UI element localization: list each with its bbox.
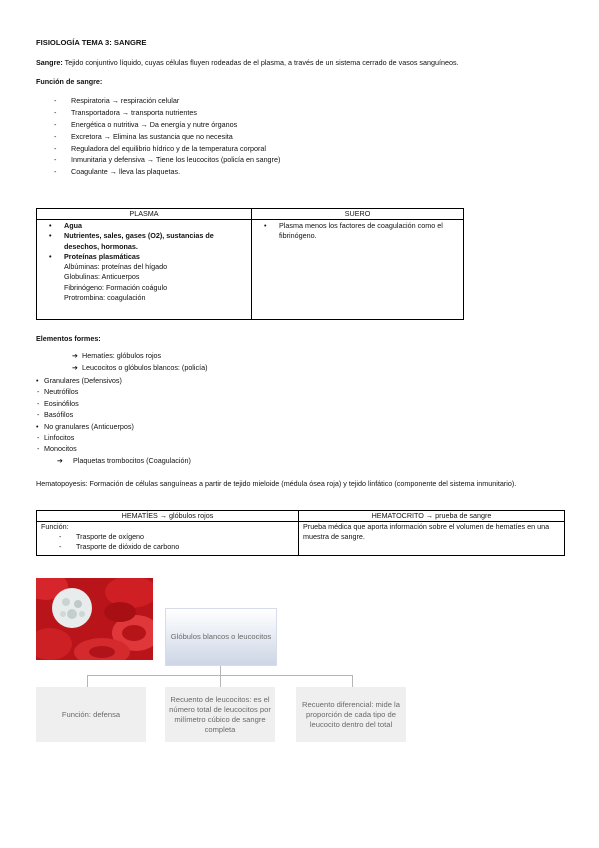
list-item: • Proteínas plasmáticas bbox=[41, 252, 247, 262]
arrow-item-text: Hematíes: glóbulos rojos bbox=[82, 351, 162, 360]
list-item: • Nutrientes, sales, gases (O2), sustancias de desechos, hormonas. bbox=[41, 231, 247, 252]
serum-cell bbox=[252, 220, 464, 320]
list-item: - Transportadora → transporta nutrientes bbox=[54, 107, 280, 119]
list-item: • No granulares (Anticuerpos) bbox=[36, 421, 191, 432]
hematopoiesis-text: Hematopoyesis: Formación de células sanguíneas a partir de tejido mieloide (médula ósea roja) y tejido linfático (componente del sistema inmunitario). bbox=[36, 479, 517, 488]
plasma-serum-table bbox=[36, 208, 464, 320]
list-item: - Neutrófilos bbox=[36, 386, 191, 397]
list-item: Fibrinógeno: Formación coágulo bbox=[64, 282, 168, 292]
list-item: - Reguladora del equilibrio hídrico y de la temperatura corporal bbox=[54, 143, 280, 155]
list-item: • Plasma menos los factores de coagulación como el fibrinógeno. bbox=[256, 221, 459, 242]
page-title: FISIOLOGÍA TEMA 3: SANGRE bbox=[36, 38, 147, 47]
hematies-header: HEMATÍES → glóbulos rojos bbox=[37, 511, 299, 522]
plasma-cell bbox=[37, 220, 252, 320]
list-item: • Agua bbox=[41, 221, 247, 231]
list-item: - Basófilos bbox=[36, 409, 191, 420]
hematocrit-header: HEMATOCRITO → prueba de sangre bbox=[299, 511, 565, 522]
definition-text: Tejido conjuntivo líquido, cuyas células fluyen rodeadas de el plasma, a través de un sistema cerrado de vasos sanguíneos. bbox=[62, 58, 459, 67]
elements-list bbox=[36, 375, 191, 466]
list-item: ➔ Plaquetas trombocitos (Coagulación) bbox=[36, 455, 191, 466]
list-item: - Monocitos bbox=[36, 443, 191, 454]
arrow-icon: ➔ bbox=[72, 351, 79, 360]
list-item: - Eosinófilos bbox=[36, 398, 191, 409]
hematies-cell bbox=[37, 522, 299, 556]
serum-header: SUERO bbox=[252, 209, 464, 220]
diagram-root-box: Glóbulos blancos o leucocitos bbox=[165, 608, 277, 666]
blood-cells-image bbox=[36, 578, 153, 660]
blood-definition bbox=[36, 57, 566, 68]
list-item: - Trasporte de oxígeno bbox=[59, 532, 294, 542]
arrow-item bbox=[72, 350, 161, 362]
arrow-item-text: Leucocitos o glóbulos blancos: (policía) bbox=[82, 363, 208, 372]
list-item: - Coagulante → lleva las plaquetas. bbox=[54, 166, 280, 178]
arrow-item bbox=[72, 362, 208, 374]
list-item: - Linfocitos bbox=[36, 432, 191, 443]
hematocrit-cell: Prueba médica que aporta información sobre el volumen de hematíes en una muestra de sangre. bbox=[299, 522, 565, 556]
list-item: - Trasporte de dióxido de carbono bbox=[59, 542, 294, 552]
list-item: Globulinas: Anticuerpos bbox=[64, 272, 140, 282]
functions-heading: Función de sangre: bbox=[36, 77, 103, 86]
list-item: Albúminas: proteínas del hígado bbox=[64, 262, 168, 272]
elements-heading: Elementos formes: bbox=[36, 334, 101, 343]
list-item: - Respiratoria → respiración celular bbox=[54, 95, 280, 107]
diagram-box-leukocyte-count: Recuento de leucocitos: es el número total de leucocitos por milímetro cúbico de sangre completa bbox=[165, 687, 275, 742]
functions-list bbox=[54, 95, 280, 178]
diagram-box-differential-count: Recuento diferencial: mide la proporción de cada tipo de leucocito dentro del total bbox=[296, 687, 406, 742]
list-item: - Excretora → Elimina las sustancia que no necesita bbox=[54, 131, 280, 143]
diagram-box-defense: Función: defensa bbox=[36, 687, 146, 742]
definition-term: Sangre: bbox=[36, 58, 63, 67]
plasma-header: PLASMA bbox=[37, 209, 252, 220]
arrow-icon: ➔ bbox=[72, 363, 79, 372]
function-label: Función: bbox=[41, 522, 69, 531]
list-item: Protrombina: coagulación bbox=[64, 293, 146, 303]
list-item: - Inmunitaria y defensiva → Tiene los leucocitos (policía en sangre) bbox=[54, 154, 280, 166]
hematies-table bbox=[36, 510, 565, 556]
list-item: • Granulares (Defensivos) bbox=[36, 375, 191, 386]
list-item: - Energética o nutritiva → Da energía y nutre órganos bbox=[54, 119, 280, 131]
